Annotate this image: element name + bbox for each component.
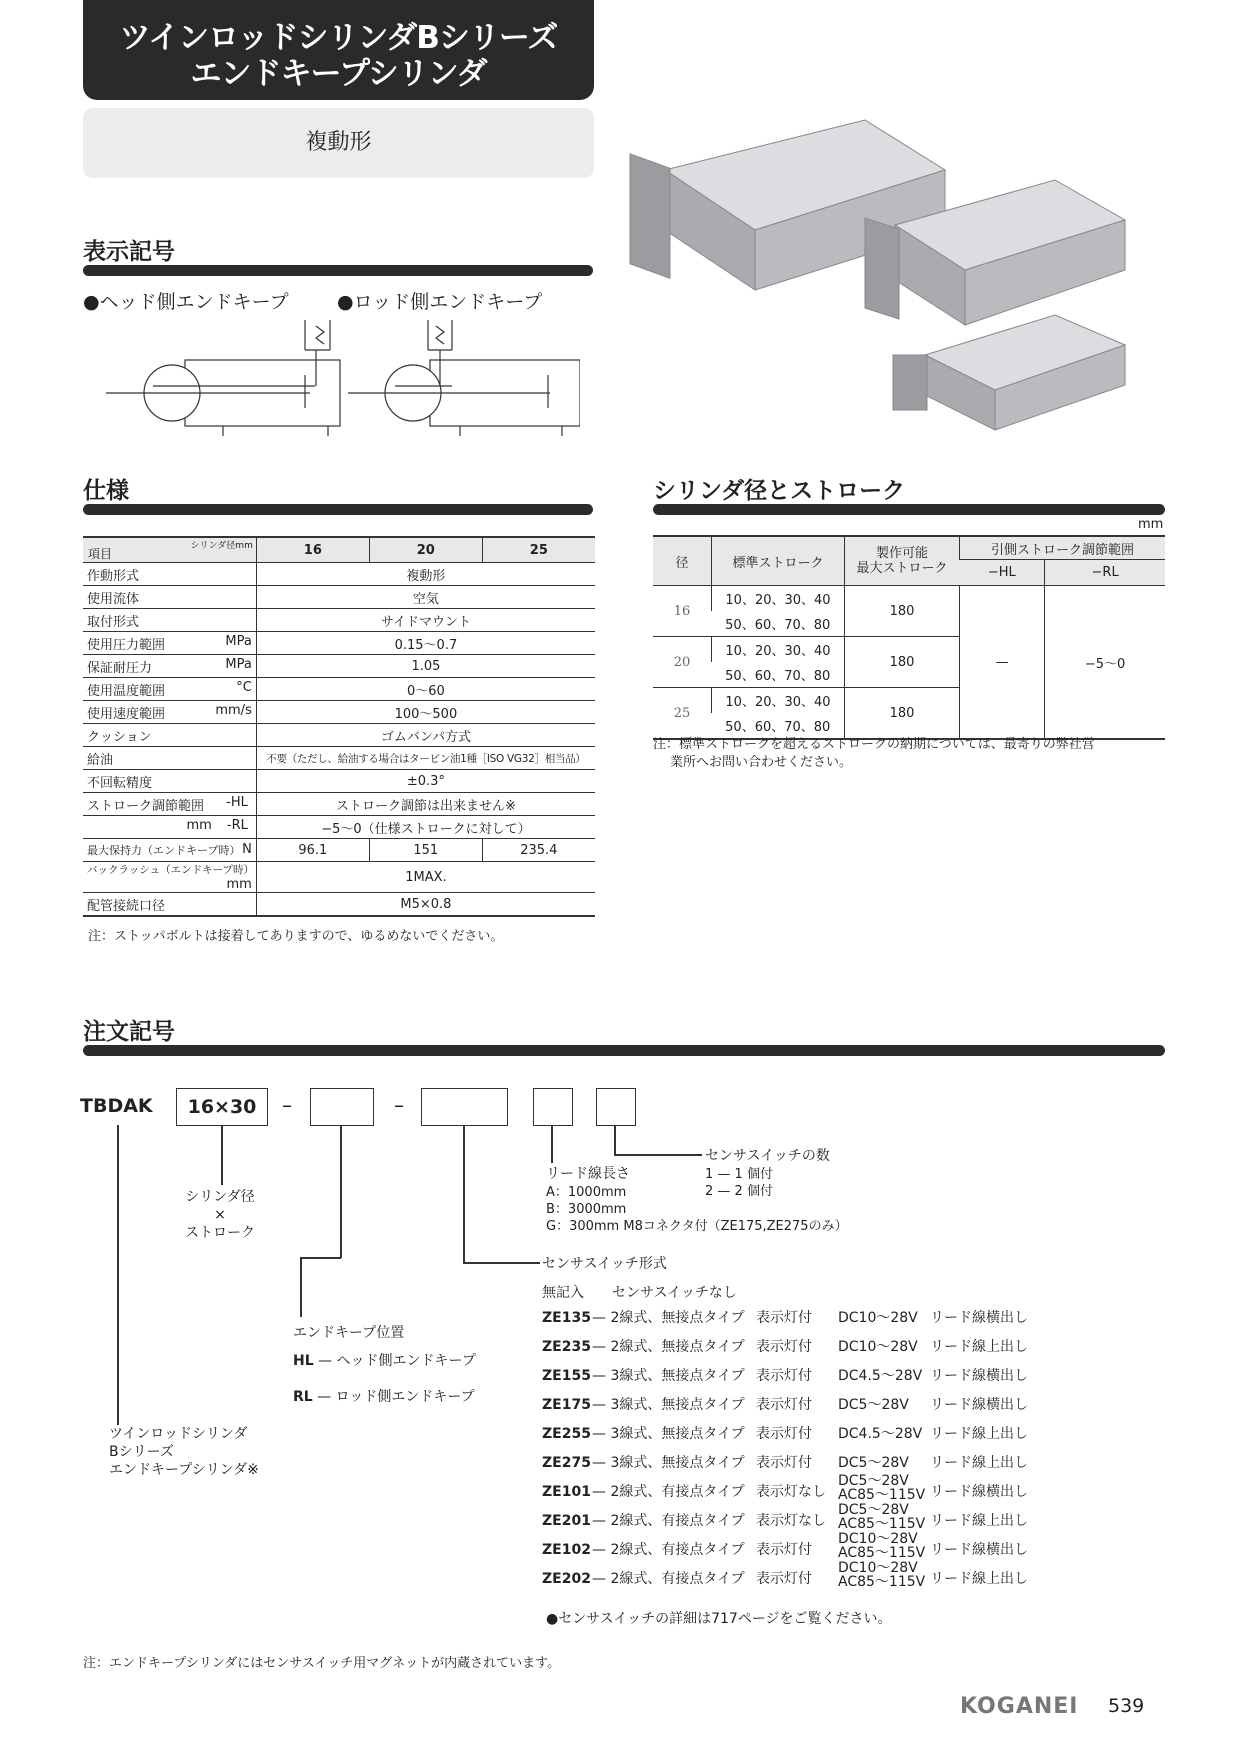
hl-label: -HL — [226, 795, 248, 810]
spec-row — [83, 770, 595, 793]
switch-lead: リード線横出し — [930, 1484, 1028, 1500]
spec-row — [83, 609, 595, 632]
leader-line — [117, 1125, 119, 1425]
col-max-line1: 製作可能 — [875, 546, 928, 561]
stroke-values: 10、20、30、40 — [712, 586, 845, 612]
row-label: 使用流体 — [87, 591, 140, 607]
switch-lamp: 表示灯付 — [756, 1455, 812, 1471]
switch-voltage — [838, 1532, 925, 1560]
switch-type: — 2線式、無接点タイプ — [592, 1310, 745, 1326]
switch-voltage — [838, 1474, 925, 1502]
stroke-label: ストローク — [185, 1225, 255, 1241]
col-std-stroke: 標準ストローク — [712, 536, 845, 586]
switch-type: — 3線式、無接点タイプ — [592, 1455, 745, 1471]
hold-16: 96.1 — [256, 839, 369, 862]
switch-code: ZE275 — [542, 1455, 591, 1471]
hl-range: — — [960, 586, 1045, 740]
bore-16: 16 — [256, 537, 369, 563]
switch-lead: リード線横出し — [930, 1368, 1028, 1384]
row-label: 不回転精度 — [87, 775, 153, 791]
bore-20: 20 — [369, 537, 482, 563]
spec-row — [83, 563, 595, 586]
switch-type: — 2線式、有接点タイプ — [592, 1484, 745, 1500]
section-bar — [653, 504, 1165, 515]
row-value: 0～60 — [256, 678, 595, 701]
rl-value: −5～0（仕様ストロークに対して） — [256, 816, 595, 839]
hold-20: 151 — [369, 839, 482, 862]
hl-desc: — ヘッド側エンドキープ — [318, 1353, 476, 1369]
switch-row — [542, 1394, 1182, 1423]
switch-lead: リード線上出し — [930, 1513, 1028, 1529]
rl-code: RL — [293, 1389, 313, 1405]
cylinder-small — [893, 315, 1125, 430]
col-max-line2: 最大ストローク — [856, 561, 948, 576]
spec-table — [83, 536, 595, 917]
switch-lead: リード線上出し — [930, 1571, 1028, 1587]
switch-lead: リード線上出し — [930, 1426, 1028, 1442]
switch-lamp: 表示灯付 — [756, 1310, 812, 1326]
leader-line — [221, 1125, 223, 1185]
switch-voltage: DC4.5～28V — [838, 1426, 923, 1442]
stroke-adj-label: ストローク調節範囲 — [87, 798, 205, 814]
port-value: M5×0.8 — [256, 893, 595, 917]
switch-lead: リード線横出し — [930, 1542, 1028, 1558]
spec-row — [83, 632, 595, 655]
bore-header-row — [653, 536, 1165, 560]
switch-voltage — [838, 1503, 925, 1531]
bore-note-1: 注：標準ストロークを超えるストロークの納期については、最寄りの弊社営 — [653, 737, 1095, 752]
rl-desc: — ロッド側エンドキープ — [317, 1389, 475, 1405]
section-bar — [83, 1045, 1165, 1056]
max-stroke: 180 — [845, 637, 960, 688]
col-rl: −RL — [1045, 560, 1165, 586]
keep-position-label: エンドキープ位置 — [293, 1325, 405, 1341]
switch-voltage — [838, 1561, 925, 1589]
spec-header-row — [83, 537, 595, 563]
row-value: 0.15～0.7 — [256, 632, 595, 655]
head-keep-symbol — [106, 320, 340, 436]
stroke-adj-unit: mm — [186, 818, 212, 833]
section-bar — [83, 504, 593, 515]
col-hl: −HL — [960, 560, 1045, 586]
max-stroke: 180 — [845, 688, 960, 740]
item-label: 項目 — [88, 547, 113, 561]
spec-header-item — [83, 537, 256, 563]
subtitle-box — [83, 108, 594, 178]
row-value: 複動形 — [256, 563, 595, 586]
switch-lamp: 表示灯付 — [756, 1339, 812, 1355]
switch-lamp: 表示灯付 — [756, 1397, 812, 1413]
spec-row-stroke-rl — [83, 816, 595, 839]
spec-row — [83, 655, 595, 678]
leader-line — [300, 1257, 302, 1317]
leader-line — [340, 1125, 342, 1258]
spec-row — [83, 586, 595, 609]
row-unit: °C — [236, 679, 252, 695]
row-label: 使用圧力範囲 — [87, 637, 166, 653]
switch-count-2: 2 — 2 個付 — [705, 1184, 773, 1199]
switch-count-label: センサスイッチの数 — [705, 1148, 830, 1164]
rl-range: −5～0 — [1045, 586, 1165, 740]
switch-code: ZE101 — [542, 1484, 591, 1500]
product-photo — [625, 110, 1165, 440]
row-label: 使用速度範囲 — [87, 706, 166, 722]
title-line-1: ツインロッドシリンダBシリーズ — [119, 20, 558, 56]
order-size: 16×30 — [187, 1096, 257, 1118]
subtitle: 複動形 — [305, 130, 372, 155]
switch-count-box — [596, 1088, 636, 1126]
order-model: TBDAK — [80, 1095, 153, 1117]
switch-lamp: 表示灯付 — [756, 1542, 812, 1558]
switch-detail-link[interactable]: ●センサスイッチの詳細は717ページをご覧ください。 — [546, 1611, 892, 1627]
series-line-2: Bシリーズ — [109, 1444, 174, 1460]
switch-lead: リード線上出し — [930, 1455, 1028, 1471]
page-title-box — [83, 0, 594, 100]
port-label: 配管接続口径 — [87, 898, 166, 914]
bore-stroke-table — [653, 535, 1165, 740]
spec-heading: 仕様 — [83, 478, 129, 504]
leader-line — [614, 1154, 702, 1156]
switch-voltage-ac: AC85～115V — [838, 1516, 926, 1532]
switch-voltage: DC10～28V — [838, 1310, 918, 1326]
row-value: ゴムバンパ方式 — [256, 724, 595, 747]
row-label: 取付形式 — [87, 614, 140, 630]
rl-label: -RL — [226, 818, 248, 833]
switch-voltage: DC10～28V — [838, 1339, 918, 1355]
spec-row — [83, 701, 595, 724]
switch-type-label: センサスイッチ形式 — [542, 1256, 667, 1272]
switch-code: ZE201 — [542, 1513, 591, 1529]
switch-count-1: 1 — 1 個付 — [705, 1167, 773, 1182]
switch-voltage: DC5～28V — [838, 1455, 909, 1471]
bore-25: 25 — [482, 537, 595, 563]
switch-type: — 2線式、有接点タイプ — [592, 1513, 745, 1529]
switch-voltage-ac: AC85～115V — [838, 1574, 926, 1590]
col-bore: 径 — [653, 536, 712, 586]
backlash-label: バックラッシュ（エンドキープ時） — [87, 864, 255, 876]
rod-keep-label: ●ロッド側エンドキープ — [337, 291, 543, 313]
switch-lamp: 表示灯付 — [756, 1368, 812, 1384]
switch-lamp: 表示灯なし — [756, 1484, 826, 1500]
switch-voltage-dc: DC5～28V — [838, 1473, 909, 1489]
unit-label: mm — [1138, 517, 1164, 532]
bore-stroke-heading: シリンダ径とストローク — [653, 478, 906, 504]
switch-voltage: DC5～28V — [838, 1397, 909, 1413]
order-heading: 注文記号 — [83, 1019, 175, 1045]
row-label: 給油 — [87, 752, 114, 768]
switch-voltage-dc: DC10～28V — [838, 1531, 918, 1547]
series-label — [109, 1425, 259, 1479]
switch-lead: リード線上出し — [930, 1339, 1028, 1355]
row-value: 100～500 — [256, 701, 595, 724]
switch-code: ZE102 — [542, 1542, 591, 1558]
order-footnote: 注：エンドキープシリンダにはセンサスイッチ用マグネットが内蔵されています。 — [83, 1656, 561, 1671]
leader-line — [551, 1125, 553, 1163]
hl-value: ストローク調節は出来ません※ — [256, 793, 595, 816]
symbols-heading: 表示記号 — [83, 239, 175, 265]
switch-lamp: 表示灯付 — [756, 1426, 812, 1442]
row-label: クッション — [87, 729, 152, 745]
switch-code: ZE255 — [542, 1426, 591, 1442]
lead-a: A：1000mm — [546, 1185, 627, 1200]
bore-stroke-label — [184, 1188, 256, 1242]
switch-voltage: DC4.5～28V — [838, 1368, 923, 1384]
row-label: 使用温度範囲 — [87, 683, 166, 699]
stroke-values: 50、60、70、80 — [712, 611, 845, 637]
keep-rl — [293, 1386, 475, 1406]
bore-label: シリンダ径 — [185, 1189, 255, 1205]
stroke-values: 50、60、70、80 — [712, 713, 845, 739]
col-adj: 引側ストローク調節範囲 — [960, 536, 1166, 560]
row-label: 作動形式 — [87, 568, 140, 584]
switch-voltage-ac: AC85～115V — [838, 1487, 926, 1503]
lead-b: B：3000mm — [546, 1202, 627, 1217]
switch-type: — 3線式、無接点タイプ — [592, 1368, 745, 1384]
switch-type: — 2線式、有接点タイプ — [592, 1542, 745, 1558]
stroke-values: 10、20、30、40 — [712, 688, 845, 714]
times-label: × — [214, 1207, 226, 1223]
switch-code: ZE135 — [542, 1310, 591, 1326]
title-line-2: エンドキープシリンダ — [190, 56, 487, 92]
switch-row — [542, 1365, 1182, 1394]
spec-row-hold — [83, 839, 595, 862]
switch-row — [542, 1336, 1182, 1365]
switch-type: — 3線式、無接点タイプ — [592, 1426, 745, 1442]
spec-note: 注：ストッパボルトは接着してありますので、ゆるめないでください。 — [88, 929, 504, 944]
spec-row-backlash — [83, 862, 595, 893]
row-unit: mm/s — [215, 702, 252, 718]
leader-line — [614, 1125, 616, 1155]
col-max-stroke — [845, 536, 960, 586]
spec-row-stroke-hl — [83, 793, 595, 816]
section-bar — [83, 265, 593, 276]
switch-lead: リード線横出し — [930, 1397, 1028, 1413]
series-line-3: エンドキープシリンダ※ — [109, 1462, 259, 1478]
switch-code: ZE235 — [542, 1339, 591, 1355]
lead-length-label: リード線長さ — [546, 1166, 630, 1182]
switch-row — [542, 1307, 1182, 1336]
backlash-unit: mm — [226, 877, 252, 892]
switch-lead: リード線横出し — [930, 1310, 1028, 1326]
switch-type: — 2線式、有接点タイプ — [592, 1571, 745, 1587]
switch-type-box — [421, 1088, 508, 1126]
stroke-values: 10、20、30、40 — [712, 637, 845, 663]
head-keep-label: ●ヘッド側エンドキープ — [83, 291, 289, 313]
bore-mm-label: シリンダ径mm — [190, 541, 253, 551]
switch-row — [542, 1560, 1182, 1597]
switch-voltage-dc: DC5～28V — [838, 1502, 909, 1518]
switch-type: — 3線式、無接点タイプ — [592, 1397, 745, 1413]
spec-row-port — [83, 893, 595, 917]
leader-line — [463, 1262, 540, 1264]
bore-row-16 — [653, 586, 1165, 612]
keep-position-box — [310, 1088, 374, 1126]
dash-2: – — [394, 1093, 404, 1117]
switch-voltage-dc: DC10～28V — [838, 1560, 918, 1576]
dash-1: – — [282, 1093, 292, 1117]
hold-unit: N — [242, 842, 252, 857]
max-stroke: 180 — [845, 586, 960, 637]
order-size-box — [176, 1088, 268, 1126]
symbol-diagrams — [100, 320, 580, 440]
hold-label: 最大保持力（エンドキープ時） — [87, 844, 241, 857]
bore-value: 16 — [653, 586, 712, 637]
row-label: 保証耐圧力 — [87, 660, 153, 676]
brand-logo: KOGANEI — [960, 1694, 1079, 1719]
switch-code: ZE175 — [542, 1397, 591, 1413]
row-value: 空気 — [256, 586, 595, 609]
spec-row — [83, 724, 595, 747]
row-value: 不要（ただし、給油する場合はタービン油1種［ISO VG32］相当品） — [256, 747, 595, 770]
switch-lamp: 表示灯なし — [756, 1513, 826, 1529]
switch-type: — 2線式、無接点タイプ — [592, 1339, 745, 1355]
switch-none: 無記入 センサスイッチなし — [542, 1285, 737, 1301]
page-number: 539 — [1108, 1695, 1145, 1717]
spec-row — [83, 747, 595, 770]
series-line-1: ツインロッドシリンダ — [109, 1426, 248, 1442]
switch-code: ZE155 — [542, 1368, 591, 1384]
switch-row — [542, 1423, 1182, 1452]
row-value: サイドマウント — [256, 609, 595, 632]
row-unit: MPa — [225, 633, 252, 649]
hl-code: HL — [293, 1353, 314, 1369]
bore-note-2: 業所へお問い合わせください。 — [670, 755, 853, 770]
spec-row — [83, 678, 595, 701]
lead-g: G：300mm M8コネクタ付（ZE175,ZE275のみ） — [546, 1219, 848, 1234]
row-value: 1.05 — [256, 655, 595, 678]
row-value: ±0.3° — [256, 770, 595, 793]
leader-line — [463, 1125, 465, 1263]
switch-list — [542, 1307, 1182, 1597]
hold-25: 235.4 — [482, 839, 595, 862]
switch-lamp: 表示灯付 — [756, 1571, 812, 1587]
lead-length-box — [533, 1088, 573, 1126]
row-unit: MPa — [225, 656, 252, 672]
keep-hl — [293, 1350, 476, 1370]
stroke-values: 50、60、70、80 — [712, 662, 845, 688]
switch-voltage-ac: AC85～115V — [838, 1545, 926, 1561]
bore-value: 20 — [653, 637, 712, 688]
bore-value: 25 — [653, 688, 712, 740]
leader-line — [300, 1257, 341, 1259]
backlash-value: 1MAX. — [256, 862, 595, 893]
rod-keep-symbol — [348, 320, 580, 436]
switch-code: ZE202 — [542, 1571, 591, 1587]
